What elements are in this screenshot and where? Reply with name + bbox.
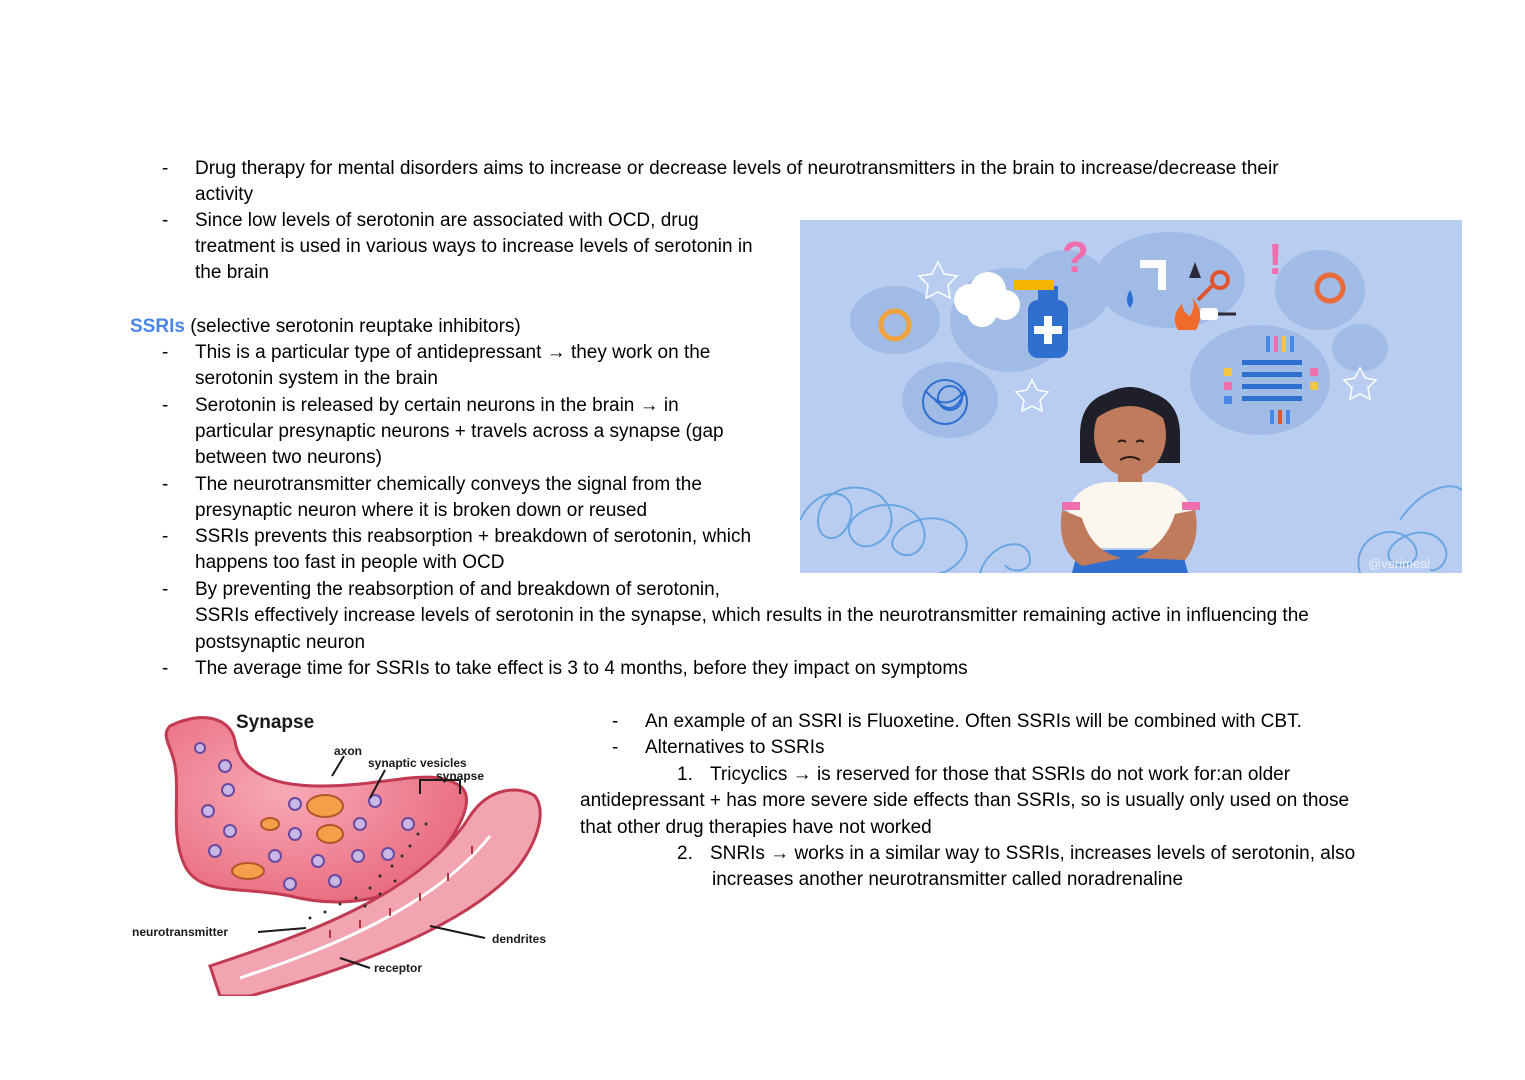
tricyclics-lead: Tricyclics → is reserved for those that SSRIs do not work for:an older: [710, 764, 1291, 785]
intro-2-line-3: the brain: [195, 262, 269, 283]
label-synapse: synapse: [436, 769, 485, 783]
illustration-watermark: @verimeal: [1368, 556, 1431, 571]
ssri-2-line-1: Serotonin is released by certain neurons in the brain → in: [195, 395, 679, 416]
ssri-heading-rest: (selective serotonin reuptake inhibitors): [190, 316, 521, 337]
intro-1-line-1: Drug therapy for mental disorders aims to increase or decrease levels of neurotransmitters in the brain to increase/decrease their: [195, 158, 1279, 179]
bullet-dash: -: [162, 158, 169, 179]
bullet-dash: -: [612, 737, 619, 758]
ssri-heading: [130, 314, 521, 340]
bullet-dash: -: [162, 579, 169, 600]
ssri-3-line-2: presynaptic neuron where it is broken down or reused: [195, 500, 648, 521]
ssri-1-line-2: serotonin system in the brain: [195, 368, 438, 389]
bullet-dash: -: [162, 342, 169, 363]
ssri-2-line-2: particular presynaptic neurons + travels across a synapse (gap: [195, 421, 724, 442]
label-receptor: receptor: [374, 961, 423, 975]
alternatives-line: Alternatives to SSRIs: [645, 737, 825, 758]
ssri-4-line-2: happens too fast in people with OCD: [195, 552, 505, 573]
label-neurotransmitter: neurotransmitter: [132, 925, 229, 939]
ssri-5-line-2: SSRIs effectively increase levels of serotonin in the synapse, which results in the neurotransmitter remaining active in influencing the: [195, 605, 1309, 626]
snris-line-2: increases another neurotransmitter called noradrenaline: [712, 869, 1184, 890]
bullet-dash: -: [162, 474, 169, 495]
snris-lead: SNRIs → works in a similar way to SSRIs, increases levels of serotonin, also: [710, 843, 1356, 864]
synapse-diagram: [130, 706, 570, 996]
question-mark-icon: ?: [1062, 233, 1089, 282]
ssri-5-line-1: By preventing the reabsorption of and breakdown of serotonin,: [195, 579, 720, 600]
bullet-dash: -: [162, 526, 169, 547]
list-number: 2.: [677, 843, 693, 864]
ocd-illustration: [800, 220, 1462, 573]
fluoxetine-line: An example of an SSRI is Fluoxetine. Often SSRIs will be combined with CBT.: [645, 711, 1302, 732]
tricyclics-line-2: antidepressant + has more severe side effects than SSRIs, so is usually only used on those: [580, 790, 1350, 811]
ssri-1-line-1: This is a particular type of antidepressant → they work on the: [195, 342, 711, 363]
intro-1-line-2: activity: [195, 184, 254, 205]
list-number: 1.: [677, 764, 693, 785]
label-dendrites: dendrites: [492, 932, 547, 946]
exclamation-icon: !: [1268, 235, 1283, 284]
ssri-heading-term: SSRIs: [130, 316, 185, 337]
intro-2-line-2: treatment is used in various ways to increase levels of serotonin in: [195, 236, 753, 257]
tricyclics-line-3: that other drug therapies have not worked: [580, 817, 932, 838]
bullet-dash: -: [162, 210, 169, 231]
ssri-3-line-1: The neurotransmitter chemically conveys the signal from the: [195, 474, 702, 495]
diagram-title: Synapse: [236, 712, 315, 733]
ssri-6-line-1: The average time for SSRIs to take effect is 3 to 4 months, before they impact on symptoms: [195, 658, 968, 679]
ssri-4-line-1: SSRIs prevents this reabsorption + breakdown of serotonin, which: [195, 526, 752, 547]
ssri-2-line-3: between two neurons): [195, 447, 382, 468]
label-axon: axon: [334, 744, 363, 758]
bullet-dash: -: [162, 658, 169, 679]
bullet-dash: -: [162, 395, 169, 416]
label-synaptic-vesicles: synaptic vesicles: [368, 756, 467, 770]
ssri-5-line-3: postsynaptic neuron: [195, 632, 366, 653]
bullet-dash: -: [612, 711, 619, 732]
intro-2-line-1: Since low levels of serotonin are associated with OCD, drug: [195, 210, 699, 231]
